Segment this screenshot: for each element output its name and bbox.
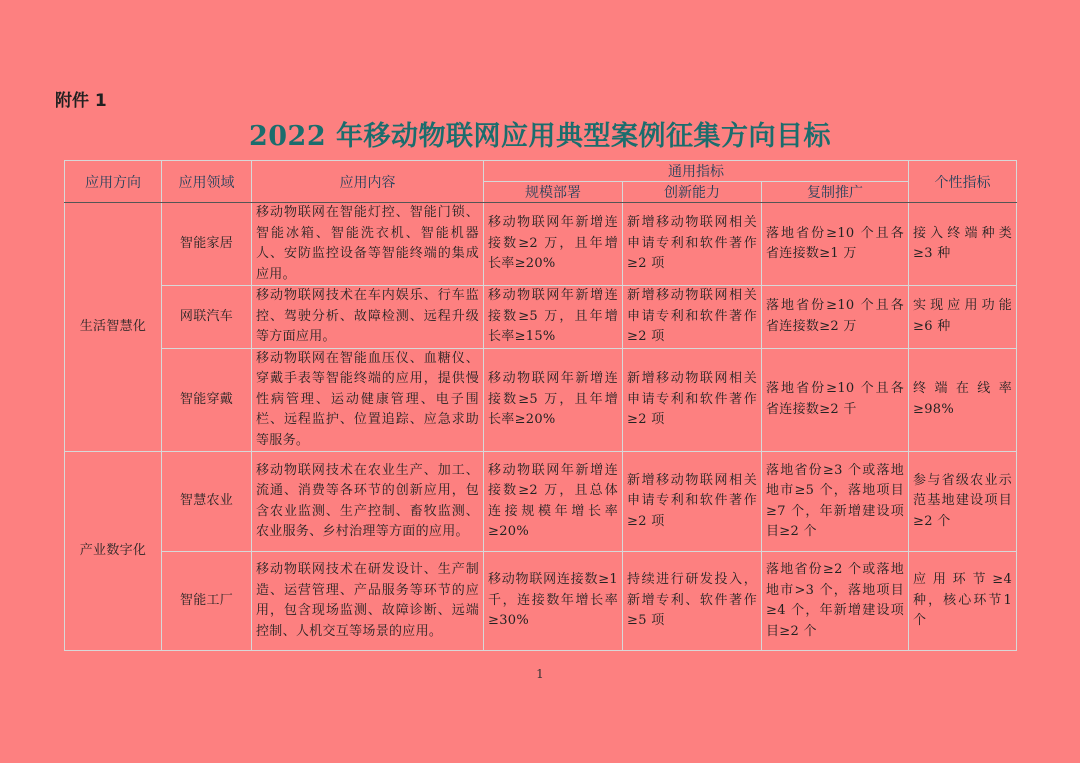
- innovation-cell: 新增移动物联网相关申请专利和软件著作≥2 项: [623, 348, 762, 452]
- direction-cell: 产业数字化: [65, 452, 162, 651]
- personal-cell: 接入终端种类≥3 种: [909, 203, 1017, 286]
- innovation-cell: 新增移动物联网相关申请专利和软件著作≥2 项: [623, 452, 762, 552]
- table-row: [65, 286, 1017, 349]
- replication-cell: 落地省份≥10 个且各省连接数≥1 万: [762, 203, 909, 286]
- table-row: [65, 348, 1017, 452]
- innovation-cell: 新增移动物联网相关申请专利和软件著作≥2 项: [623, 286, 762, 349]
- header-domain: 应用领域: [162, 161, 252, 203]
- scale-cell: 移动物联网年新增连接数≥2 万，且总体连接规模年增长率≥20%: [484, 452, 623, 552]
- domain-cell: 网联汽车: [162, 286, 252, 349]
- table-row: [65, 203, 1017, 286]
- content-cell: 移动物联网技术在农业生产、加工、流通、消费等各环节的创新应用，包含农业监测、生产控制、畜牧监测、农业服务、乡村治理等方面的应用。: [252, 452, 484, 552]
- replication-cell: 落地省份≥2 个或落地地市>3 个，落地项目≥4 个，年新增建设项目≥2 个: [762, 552, 909, 651]
- domain-cell: 智慧农业: [162, 452, 252, 552]
- indicator-table: [64, 160, 1017, 651]
- scale-cell: 移动物联网年新增连接数≥2 万，且年增长率≥20%: [484, 203, 623, 286]
- content-cell: 移动物联网技术在研发设计、生产制造、运营管理、产品服务等环节的应用，包含现场监测、故障诊断、远端控制、人机交互等场景的应用。: [252, 552, 484, 651]
- innovation-cell: 持续进行研发投入，新增专利、软件著作≥5 项: [623, 552, 762, 651]
- scale-cell: 移动物联网年新增连接数≥5 万，且年增长率≥20%: [484, 348, 623, 452]
- scale-cell: 移动物联网年新增连接数≥5 万，且年增长率≥15%: [484, 286, 623, 349]
- header-replication: 复制推广: [762, 182, 909, 203]
- domain-cell: 智能穿戴: [162, 348, 252, 452]
- replication-cell: 落地省份≥3 个或落地地市≥5 个，落地项目≥7 个，年新增建设项目≥2 个: [762, 452, 909, 552]
- header-direction: 应用方向: [65, 161, 162, 203]
- scale-cell: 移动物联网连接数≥1 千，连接数年增长率≥30%: [484, 552, 623, 651]
- header-scale: 规模部署: [484, 182, 623, 203]
- table-row: [65, 552, 1017, 651]
- header-personal-indicators: 个性指标: [909, 161, 1017, 203]
- content-cell: 移动物联网在智能灯控、智能门锁、智能冰箱、智能洗衣机、智能机器人、安防监控设备等智能终端的集成应用。: [252, 203, 484, 286]
- replication-cell: 落地省份≥10 个且各省连接数≥2 万: [762, 286, 909, 349]
- attachment-label: 附件 1: [55, 91, 107, 111]
- personal-cell: 应用环节≥4 种，核心环节1 个: [909, 552, 1017, 651]
- personal-cell: 参与省级农业示范基地建设项目≥2 个: [909, 452, 1017, 552]
- header-general-indicators: 通用指标: [484, 161, 909, 182]
- table-row: [65, 452, 1017, 552]
- document-title: 2022 年移动物联网应用典型案例征集方向目标: [248, 121, 832, 152]
- direction-cell: 生活智慧化: [65, 203, 162, 452]
- replication-cell: 落地省份≥10 个且各省连接数≥2 千: [762, 348, 909, 452]
- page-number: 1: [536, 667, 544, 681]
- domain-cell: 智能家居: [162, 203, 252, 286]
- domain-cell: 智能工厂: [162, 552, 252, 651]
- content-cell: 移动物联网在智能血压仪、血糖仪、穿戴手表等智能终端的应用，提供慢性病管理、运动健康管理、电子围栏、远程监护、位置追踪、应急求助等服务。: [252, 348, 484, 452]
- personal-cell: 实现应用功能≥6 种: [909, 286, 1017, 349]
- innovation-cell: 新增移动物联网相关申请专利和软件著作≥2 项: [623, 203, 762, 286]
- header-innovation: 创新能力: [623, 182, 762, 203]
- header-content: 应用内容: [252, 161, 484, 203]
- personal-cell: 终端在线率≥98%: [909, 348, 1017, 452]
- content-cell: 移动物联网技术在车内娱乐、行车监控、驾驶分析、故障检测、远程升级等方面应用。: [252, 286, 484, 349]
